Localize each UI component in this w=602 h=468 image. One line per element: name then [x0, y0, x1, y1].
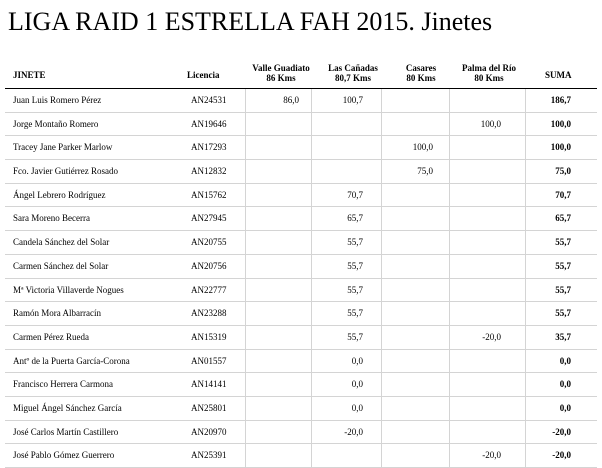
- cell-name: Fco. Javier Gutiérrez Rosado: [13, 166, 118, 177]
- cell-casares: 100,0: [412, 142, 433, 153]
- cell-name: Candela Sánchez del Solar: [13, 237, 110, 248]
- column-divider: [381, 136, 382, 159]
- cell-suma: 70,7: [555, 189, 571, 200]
- cell-canadas: -20,0: [344, 426, 363, 437]
- header-suma: SUMA: [545, 70, 572, 80]
- cell-name: José Pablo Gómez Guerrero: [13, 450, 115, 461]
- column-divider: [245, 136, 246, 159]
- cell-suma: 75,0: [555, 166, 571, 177]
- column-divider: [311, 160, 312, 183]
- table-row: [5, 113, 597, 137]
- column-divider: [311, 136, 312, 159]
- cell-name: Mª Victoria Villaverde Nogues: [13, 284, 124, 295]
- column-divider: [311, 421, 312, 444]
- cell-name: Francisco Herrera Carmona: [13, 379, 113, 390]
- column-divider: [525, 255, 526, 278]
- table-row: [5, 184, 597, 208]
- column-divider: [525, 279, 526, 302]
- column-divider: [311, 184, 312, 207]
- cell-lic: AN22777: [191, 284, 227, 295]
- cell-lic: AN25391: [191, 450, 227, 461]
- column-divider: [381, 279, 382, 302]
- cell-suma: 0,0: [559, 355, 571, 366]
- column-divider: [525, 160, 526, 183]
- table-row: [5, 279, 597, 303]
- table-row: [5, 302, 597, 326]
- column-divider: [311, 302, 312, 325]
- header-casares-name: Casares: [405, 63, 437, 73]
- cell-lic: AN27945: [191, 213, 227, 224]
- column-divider: [449, 113, 450, 136]
- cell-lic: AN15762: [191, 189, 227, 200]
- table-row: [5, 350, 597, 374]
- header-palma-km: 80 Kms: [474, 73, 504, 83]
- column-divider: [449, 255, 450, 278]
- column-divider: [381, 89, 382, 112]
- table-row: [5, 444, 597, 468]
- cell-canadas: 55,7: [347, 308, 363, 319]
- cell-casares: 75,0: [417, 166, 433, 177]
- cell-lic: AN12832: [191, 166, 227, 177]
- column-divider: [449, 444, 450, 467]
- cell-suma: 55,7: [555, 284, 571, 295]
- column-divider: [525, 89, 526, 112]
- column-divider: [449, 302, 450, 325]
- column-divider: [245, 184, 246, 207]
- cell-suma: 100,0: [550, 118, 571, 129]
- cell-suma: 186,7: [550, 95, 571, 105]
- column-divider: [449, 373, 450, 396]
- cell-suma: 65,7: [555, 213, 571, 224]
- cell-canadas: 55,7: [347, 260, 363, 271]
- column-divider: [381, 397, 382, 420]
- column-divider: [449, 326, 450, 349]
- cell-name: Ángel Lebrero Rodríguez: [13, 189, 106, 200]
- column-divider: [381, 421, 382, 444]
- column-divider: [381, 444, 382, 467]
- cell-name: Ramón Mora Albarracín: [13, 308, 101, 319]
- cell-suma: -20,0: [552, 426, 571, 437]
- table-row: [5, 231, 597, 255]
- results-table: [5, 60, 597, 468]
- header-valle-guadiato: [241, 63, 321, 83]
- column-divider: [245, 350, 246, 373]
- cell-canadas: 55,7: [347, 237, 363, 248]
- column-divider: [245, 279, 246, 302]
- cell-suma: 0,0: [559, 379, 571, 390]
- column-divider: [245, 231, 246, 254]
- column-divider: [525, 113, 526, 136]
- column-divider: [245, 302, 246, 325]
- header-casares-km: 80 Kms: [406, 73, 436, 83]
- column-divider: [311, 350, 312, 373]
- table-row: [5, 136, 597, 160]
- cell-lic: AN20756: [191, 260, 227, 271]
- column-divider: [449, 350, 450, 373]
- cell-suma: 55,7: [555, 260, 571, 271]
- cell-canadas: 65,7: [347, 213, 363, 224]
- column-divider: [245, 207, 246, 230]
- column-divider: [381, 207, 382, 230]
- column-divider: [525, 136, 526, 159]
- column-divider: [449, 160, 450, 183]
- column-divider: [381, 255, 382, 278]
- column-divider: [525, 231, 526, 254]
- cell-name: Antº de la Puerta García-Corona: [13, 355, 130, 366]
- cell-name: Jorge Montaño Romero: [13, 118, 99, 129]
- header-valle-name: Valle Guadiato: [252, 63, 310, 73]
- column-divider: [381, 302, 382, 325]
- cell-suma: 0,0: [559, 402, 571, 413]
- header-las-canadas: [313, 63, 393, 83]
- column-divider: [525, 326, 526, 349]
- cell-canadas: 55,7: [347, 331, 363, 342]
- cell-suma: 100,0: [550, 142, 571, 153]
- column-divider: [449, 397, 450, 420]
- column-divider: [449, 231, 450, 254]
- column-divider: [449, 184, 450, 207]
- cell-suma: -20,0: [552, 450, 571, 461]
- table-row: [5, 421, 597, 445]
- cell-lic: AN20755: [191, 237, 227, 248]
- column-divider: [525, 444, 526, 467]
- cell-lic: AN23288: [191, 308, 227, 319]
- header-casares: [391, 63, 451, 83]
- table-row: [5, 89, 597, 113]
- column-divider: [525, 350, 526, 373]
- table-row: [5, 397, 597, 421]
- table-row: [5, 373, 597, 397]
- column-divider: [381, 160, 382, 183]
- cell-name: Carmen Pérez Rueda: [13, 331, 89, 342]
- column-divider: [245, 397, 246, 420]
- column-divider: [245, 444, 246, 467]
- column-divider: [381, 350, 382, 373]
- cell-valle: 86,0: [283, 95, 299, 105]
- table-row: [5, 255, 597, 279]
- column-divider: [381, 184, 382, 207]
- column-divider: [449, 207, 450, 230]
- column-divider: [311, 207, 312, 230]
- column-divider: [311, 113, 312, 136]
- cell-lic: AN17293: [191, 142, 227, 153]
- cell-canadas: 70,7: [347, 189, 363, 200]
- column-divider: [525, 373, 526, 396]
- column-divider: [525, 421, 526, 444]
- cell-suma: 35,7: [555, 331, 571, 342]
- column-divider: [449, 89, 450, 112]
- cell-lic: AN24531: [191, 95, 227, 105]
- cell-lic: AN25801: [191, 402, 227, 413]
- header-canadas-km: 80,7 Kms: [335, 73, 371, 83]
- cell-name: Juan Luis Romero Pérez: [13, 95, 102, 105]
- column-divider: [311, 231, 312, 254]
- header-valle-km: 86 Kms: [266, 73, 296, 83]
- column-divider: [381, 231, 382, 254]
- cell-canadas: 0,0: [351, 402, 363, 413]
- column-divider: [311, 397, 312, 420]
- column-divider: [525, 397, 526, 420]
- column-divider: [245, 373, 246, 396]
- table-header: [5, 60, 597, 89]
- cell-canadas: 55,7: [347, 284, 363, 295]
- cell-lic: AN15319: [191, 331, 227, 342]
- column-divider: [245, 160, 246, 183]
- column-divider: [311, 255, 312, 278]
- cell-lic: AN01557: [191, 355, 227, 366]
- cell-canadas: 100,7: [342, 95, 363, 105]
- header-palma-name: Palma del Río: [462, 63, 516, 73]
- header-jinete: JINETE: [13, 70, 46, 80]
- cell-lic: AN19646: [191, 118, 227, 129]
- column-divider: [449, 279, 450, 302]
- cell-lic: AN20970: [191, 426, 227, 437]
- column-divider: [311, 89, 312, 112]
- table-row: [5, 326, 597, 350]
- header-palma-del-rio: [449, 63, 529, 83]
- column-divider: [449, 421, 450, 444]
- cell-palma: -20,0: [482, 450, 501, 461]
- column-divider: [525, 302, 526, 325]
- column-divider: [245, 89, 246, 112]
- column-divider: [449, 136, 450, 159]
- column-divider: [245, 113, 246, 136]
- page-title: LIGA RAID 1 ESTRELLA FAH 2015. Jinetes: [8, 7, 493, 36]
- column-divider: [245, 326, 246, 349]
- column-divider: [525, 184, 526, 207]
- table-row: [5, 160, 597, 184]
- column-divider: [381, 113, 382, 136]
- cell-palma: 100,0: [480, 118, 501, 129]
- header-canadas-name: Las Cañadas: [328, 63, 378, 73]
- cell-palma: -20,0: [482, 331, 501, 342]
- column-divider: [381, 326, 382, 349]
- cell-suma: 55,7: [555, 237, 571, 248]
- header-licencia: Licencia: [187, 70, 220, 80]
- cell-name: Carmen Sánchez del Solar: [13, 260, 109, 271]
- column-divider: [311, 279, 312, 302]
- column-divider: [525, 207, 526, 230]
- column-divider: [245, 421, 246, 444]
- column-divider: [311, 373, 312, 396]
- column-divider: [311, 326, 312, 349]
- cell-name: José Carlos Martín Castillero: [13, 426, 119, 437]
- cell-name: Miguel Ángel Sánchez García: [13, 402, 122, 413]
- cell-name: Tracey Jane Parker Marlow: [13, 142, 113, 153]
- cell-canadas: 0,0: [351, 355, 363, 366]
- cell-name: Sara Moreno Becerra: [13, 213, 90, 224]
- column-divider: [381, 373, 382, 396]
- table-row: [5, 207, 597, 231]
- table-body: [5, 89, 597, 468]
- cell-canadas: 0,0: [351, 379, 363, 390]
- cell-lic: AN14141: [191, 379, 227, 390]
- column-divider: [245, 255, 246, 278]
- column-divider: [311, 444, 312, 467]
- cell-suma: 55,7: [555, 308, 571, 319]
